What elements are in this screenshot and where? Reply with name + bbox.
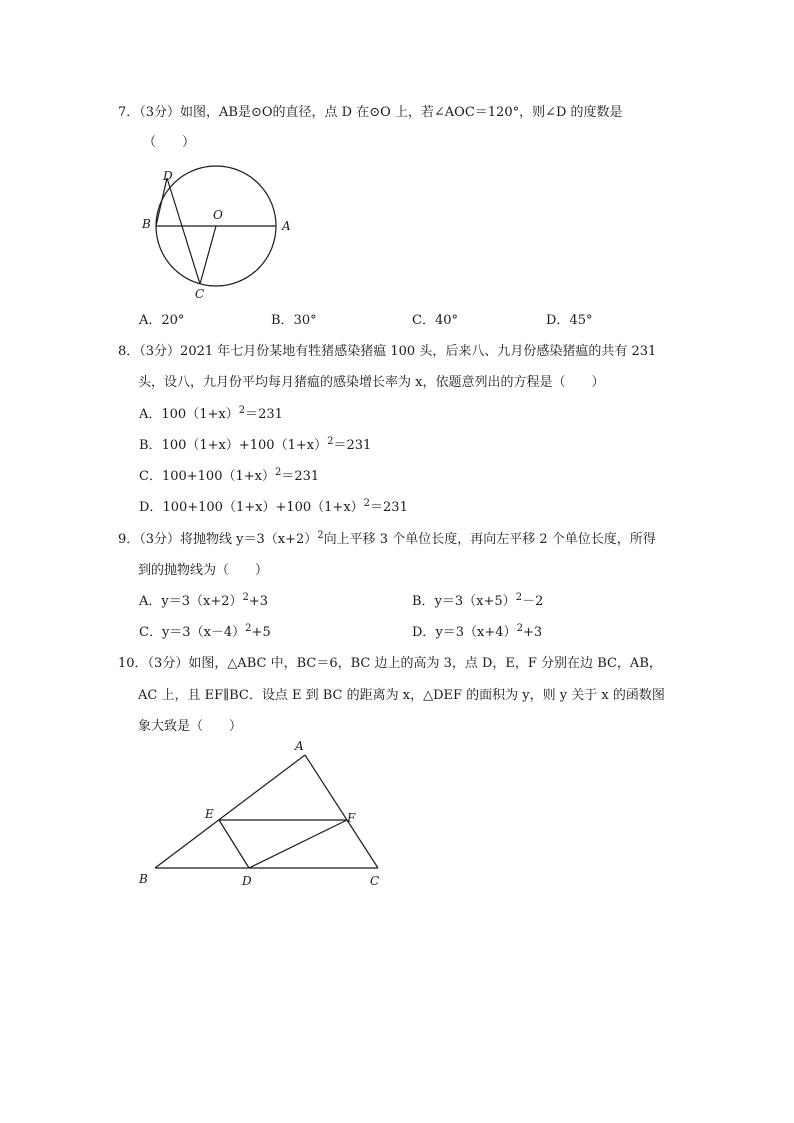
q9-option-a: A．$y=3(x+2)^2+3$: [139, 592, 269, 609]
radius-oc: [200, 226, 216, 284]
q7-option-d: D．45°: [546, 313, 593, 328]
q9-option-b: B．$y=3(x+5)^2-2$: [412, 592, 544, 609]
q8-option-d: D．$100+100(1+x)+100(1+x)^2=231$: [139, 498, 408, 515]
segment-ed: [219, 820, 249, 868]
label-b: B: [142, 217, 151, 231]
label-c: C: [370, 874, 380, 888]
q7-stem-line1: 7．（3分）如图，AB是⊙O的直径，点 D 在⊙O 上，若∠AOC＝120°，则∠D 的度数是: [118, 105, 623, 120]
chord-dc: [167, 178, 200, 284]
q10-stem-line3: 象大致是（ ）: [138, 719, 243, 734]
q8-stem-line1: 8．（3分）2021 年七月份某地有牲猪感染猪瘟 100 头，后来八、九月份感染猪瘟的共有 231: [118, 344, 657, 359]
q9-stem-line1: 9．（3分）将抛物线 $y=3(x+2)^2$向上平移 3 个单位长度，再向左平移 2 个单位长度，所得: [118, 530, 656, 547]
q9-option-c: C．$y=3(x-4)^2+5$: [139, 623, 271, 640]
q9-option-d: D．$y=3(x+4)^2+3$: [412, 623, 543, 640]
label-c: C: [195, 287, 205, 301]
q9-stem-line2: 到的抛物线为（ ）: [138, 563, 269, 578]
label-d: D: [163, 169, 173, 183]
label-b: B: [139, 872, 148, 886]
q10-triangle-figure: [130, 735, 400, 895]
q8-option-c: C．$100+100(1+x)^2=231$: [139, 467, 320, 484]
side-ac: [305, 755, 378, 868]
label-a: A: [282, 219, 291, 233]
q8-option-a: A．$100(1+x)^2=231$: [139, 405, 283, 422]
q7-option-c: C．40°: [412, 313, 458, 328]
q7-option-a: A．20°: [139, 313, 185, 328]
q10-stem-line1: 10．（3分）如图，△ABC 中，BC＝6，BC 边上的高为 3，点 D，E，F 分别在边 BC，AB，: [118, 656, 662, 671]
q7-option-b: B．30°: [271, 313, 317, 328]
segment-df: [249, 820, 347, 868]
label-e: E: [205, 807, 214, 821]
label-a: A: [295, 739, 304, 753]
q7-circle-figure: [130, 160, 310, 305]
q8-stem-line2: 头，设八，九月份平均每月猪瘟的感染增长率为 x，依题意列出的方程是（ ）: [138, 375, 605, 390]
label-d: D: [242, 874, 252, 888]
label-o: O: [213, 208, 223, 222]
q7-stem-line2: （ ）: [143, 135, 196, 150]
label-f: F: [347, 811, 356, 825]
chord-bd: [156, 178, 167, 226]
q8-option-b: B．$100(1+x)+100(1+x)^2=231$: [139, 436, 372, 453]
q10-stem-line2: AC 上，且 EF∥BC．设点 E 到 BC 的距离为 x，△DEF 的面积为 y，则 y 关于 x 的函数图: [138, 688, 665, 703]
